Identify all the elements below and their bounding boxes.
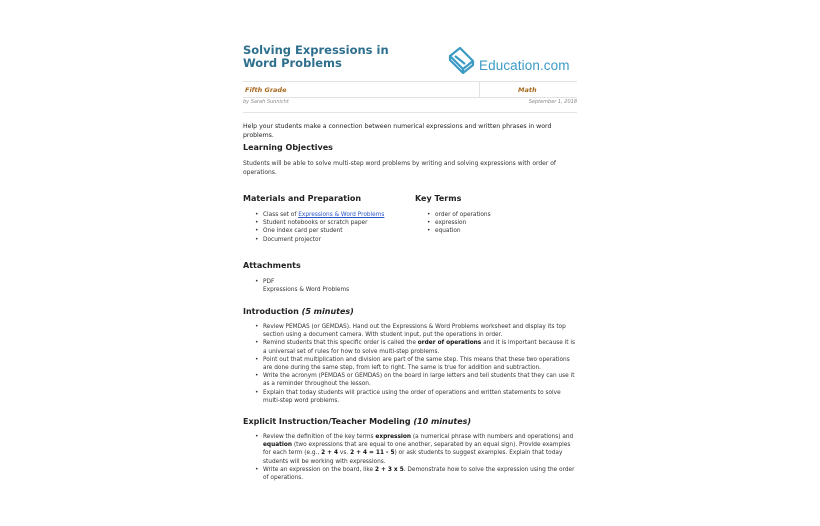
- materials-heading: Materials and Preparation: [243, 194, 362, 203]
- list-item: • Point out that multiplication and division are part of the same step. This means that these two operations are done during the same step, from left to right. The same is true for addition and subtraction.: [243, 356, 577, 372]
- list-item: • Class set of Expressions & Word Problems: [243, 211, 413, 219]
- materials-list: [243, 211, 413, 244]
- attachment-type: • PDF: [243, 278, 443, 286]
- pencil-logo-icon: [447, 46, 477, 76]
- objectives-text: Students will be able to solve multi-step word problems by writing and solving expressions with order of operations.: [243, 160, 557, 176]
- introduction-list: [243, 323, 577, 405]
- list-item: • One index card per student: [243, 227, 413, 235]
- list-item: • Review the definition of the key terms expression (a numerical phrase with numbers and operations) and equation (two expressions that are equal to one another, separated by an equal sign). Provide examples for each term (e.g., 2 + 4 vs. 2 + 4 = 11 - 5) or ask students to suggest examples. Explain that today students will be working with expressions.: [243, 433, 577, 466]
- header-divider: [243, 112, 577, 113]
- attachment-name[interactable]: Expressions & Word Problems: [263, 287, 350, 294]
- logo-text: Education.com: [479, 58, 570, 73]
- byline: [243, 99, 577, 109]
- list-item: • Review PEMDAS (or GEMDAS). Hand out the Expressions & Word Problems worksheet and display its top section using a document camera. With student input, put the operations in order.: [243, 323, 577, 339]
- worksheet-link[interactable]: Expressions & Word Problems: [298, 212, 385, 218]
- list-item: • expression: [415, 219, 575, 227]
- explicit-instruction-heading: Explicit Instruction/Teacher Modeling (10 minutes): [243, 417, 472, 426]
- education-com-logo[interactable]: [447, 46, 577, 76]
- page-title: Solving Expressions in Word Problems: [243, 43, 389, 70]
- key-terms-heading: Key Terms: [415, 194, 462, 203]
- meta-divider: [479, 82, 480, 97]
- list-item: • Explain that today students will practice using the order of operations and written statements to solve multi-step word problems.: [243, 389, 577, 405]
- list-item: • Write an expression on the board, like 2 + 3 x 5. Demonstrate how to solve the expression using the order of operations.: [243, 466, 577, 482]
- list-item: • Remind students that this specific order is called the order of operations and it is important because it is a universal set of rules for how to solve multi-step problems.: [243, 339, 577, 355]
- list-item: • Write the acronym (PEMDAS or GEMDAS) on the board in large letters and tell students that they can use it as a reminder throughout the lesson.: [243, 372, 577, 388]
- intro-text: Help your students make a connection between numerical expressions and written phrases in word problems.: [243, 123, 552, 139]
- key-terms-list: [415, 211, 575, 236]
- list-item: • Document projector: [243, 236, 413, 244]
- attachments-heading: Attachments: [243, 261, 301, 270]
- list-item: • Student notebooks or scratch paper: [243, 219, 413, 227]
- meta-row: [243, 81, 577, 98]
- list-item: • equation: [415, 227, 575, 235]
- subject-label: Math: [518, 85, 537, 94]
- objectives-heading: Learning Objectives: [243, 143, 333, 152]
- explicit-instruction-list: [243, 433, 577, 482]
- attachments-list: [243, 278, 443, 294]
- author: by Sarah Sunnicht: [243, 99, 289, 105]
- list-item: • order of operations: [415, 211, 575, 219]
- grade-label: Fifth Grade: [245, 85, 287, 94]
- introduction-heading: Introduction (5 minutes): [243, 307, 354, 316]
- publish-date: September 1, 2018: [528, 99, 577, 105]
